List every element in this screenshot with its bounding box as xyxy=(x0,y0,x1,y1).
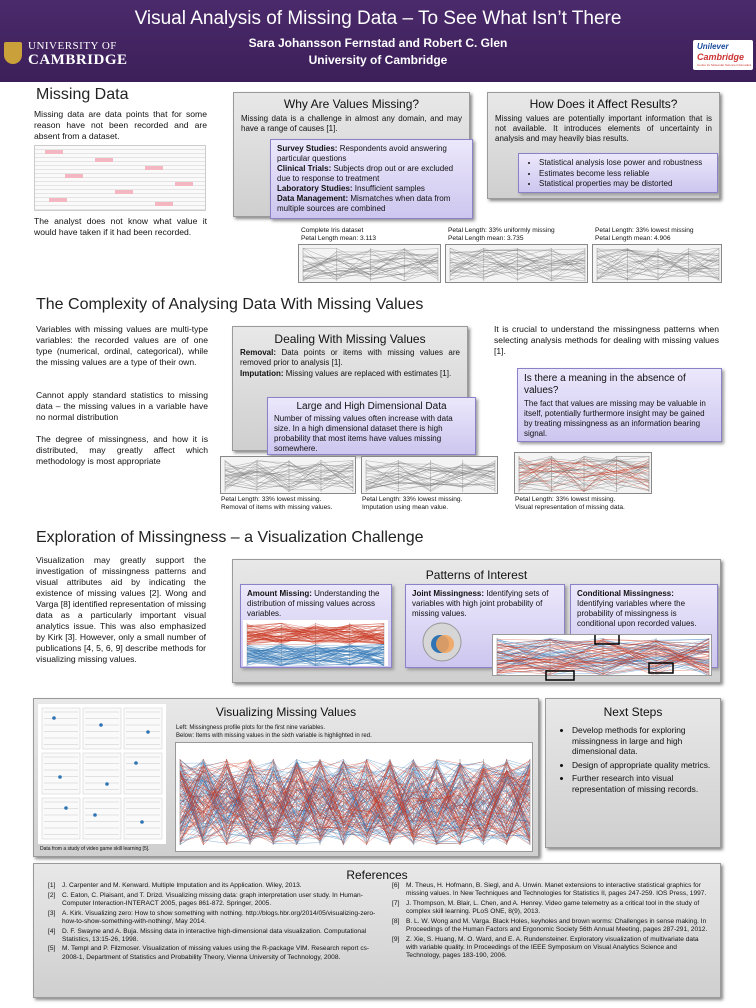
complexity-title: The Complexity of Analysing Data With Missing Values xyxy=(36,296,424,313)
iris-caption-1: Complete Iris dataset Petal Length mean: 3.113 xyxy=(301,227,377,242)
meaning-text: The fact that values are missing may be valuable in itself, potentially furthermore insight may be gained by treating missingness as an information bearing signal. xyxy=(524,399,706,438)
complexity-right-text: It is crucial to understand the missingness patterns when selecting analysis methods for dealing with missing values [1]. xyxy=(494,324,719,356)
cambridge-logo: UNIVERSITY OF CAMBRIDGE xyxy=(4,40,129,70)
dealing-imputation: Imputation: Missing values are replaced with estimates [1]. xyxy=(240,369,452,378)
dealing-title: Dealing With Missing Values xyxy=(274,332,426,346)
poster-institution: University of Cambridge xyxy=(308,53,448,67)
meaning-box xyxy=(517,368,722,442)
iris-plot-uniform xyxy=(445,244,588,283)
reference-item: [7] J. Thompson, M. Blair, L. Chen, and A. Henrey. Video game telemetry as a critical tool in the study of complex skill learning. PLoS ONE, 8(9), 2013. xyxy=(392,899,700,916)
joint-missing-venn xyxy=(418,620,466,666)
missing-data-text-2: The analyst does not know what value it would have taken if it had been recorded. xyxy=(34,216,207,237)
missing-representation-plot xyxy=(514,452,652,494)
why-missing-text: Missing data is a challenge in almost any domain, and may have a range of causes [1]. xyxy=(241,114,462,133)
references-title: References xyxy=(346,868,408,882)
reference-item: [8] B. L. W. Wong and M. Varga. Black Holes, keyholes and brown worms: Challenges in sense making. In Proceedings of the Human Factors and Ergonomic Society 56th Annual Meeting, pages 287-291, 2012. xyxy=(392,917,708,934)
imputation-caption: Petal Length: 33% lowest missing. Imputation using mean value. xyxy=(362,496,463,511)
reference-item: [4] D. F. Swayne and A. Buja. Missing data in interactive high-dimensional data visualization. Computational Statistics, 13:15-26, 1998. xyxy=(48,927,367,943)
complexity-text-3: The degree of missingness, and how it is distributed, may greatly affect which methodology is most appropriate xyxy=(36,434,208,466)
iris-caption-2: Petal Length: 33% uniformly missing Petal Length mean: 3.735 xyxy=(448,227,555,242)
representation-caption: Petal Length: 33% lowest missing. Visual representation of missing data. xyxy=(515,496,625,511)
next-steps-box xyxy=(545,698,721,848)
conditional-missing-text: Conditional Missingness: Identifying variables where the probability of missingness is conditional upon recorded values. xyxy=(577,589,697,628)
iris-plot-lowest xyxy=(592,244,722,283)
next-step-item: • Design of appropriate quality metrics. xyxy=(572,760,712,771)
poster-title: Visual Analysis of Missing Data – To See What Isn’t There xyxy=(134,8,622,29)
affect-title: How Does it Affect Results? xyxy=(529,97,678,111)
amount-missing-plot xyxy=(243,620,388,666)
reference-item: [6] M. Theus, H. Hofmann, B. Siegl, and A. Unwin. Manet extensions to interactive statistical graphics for missing values. In New Techniques and Technologies for Statistics II, pages 247-259. IOS Press, 1997. xyxy=(392,882,707,898)
cause-survey: Survey Studies: Respondents avoid answering particular questions xyxy=(277,144,447,163)
joint-missing-text: Joint Missingness: Identifying sets of variables with high joint probability of missing values. xyxy=(412,589,549,618)
affect-bullets-box xyxy=(518,153,718,193)
missing-data-table-image xyxy=(34,145,206,211)
cause-data-management: Data Management: Mismatches when data from multiple sources are combined xyxy=(277,194,451,213)
causes-box xyxy=(270,139,473,219)
parallel-coordinates-plot xyxy=(175,742,533,852)
patterns-title: Patterns of Interest xyxy=(425,568,528,582)
references-left xyxy=(48,882,378,963)
next-step-item: • Further research into visual representation of missing records. xyxy=(572,773,712,794)
reference-item: [5] M. Templ and P. Filzmoser. Visualization of missing values using the R-package VIM. Research report cs-2008-1, Department of Statistics and Probability Theory, Vienna University of Technology, 2008. xyxy=(48,945,370,961)
meaning-title: Is there a meaning in the absence of values? xyxy=(524,373,686,396)
data-source-note: Data from a study of video game skill learning [5]. xyxy=(40,846,150,852)
unilever-cambridge-logo: Unilever Cambridge Centre for Molecular Science Informatics xyxy=(693,40,753,70)
amount-missing-text: Amount Missing: Understanding the distribution of missing values across variables. xyxy=(247,589,380,618)
conditional-missing-plot xyxy=(492,634,712,676)
affect-bullet: • Statistical analysis lose power and robustness xyxy=(539,158,711,169)
conditional-highlight-box xyxy=(545,670,575,682)
reference-item: [9] Z. Xie, S. Huang, M. O. Ward, and E. A. Rundensteiner. Exploratory visualization of multivariate data with variable quality. In Proceedings of the IEEE Symposium on Visual Analytics Science and Technology, pages 183-190, 2006. xyxy=(392,935,699,960)
exploration-text: Visualization may greatly support the investigation of missingness patterns and visual attributes aid by indicating the existence of missing values [2]. Wong and Varga [8] identified representation of missing data as a particularly important visual analytics issue. This was also emphasized by Kirk [3]. However, only a small number of publications [4, 5, 6, 9] describe methods for visualizing missing values. xyxy=(36,555,206,664)
iris-plot-complete xyxy=(298,244,441,283)
next-steps-title: Next Steps xyxy=(603,705,663,719)
removal-plot xyxy=(220,456,356,494)
reference-item: [1] J. Carpenter and M. Kenward. Multiple Imputation and its Application. Wiley, 2013. xyxy=(48,882,302,889)
reference-item: [2] C. Eaton, C. Plaisant, and T. Drizd. Visualizing missing data: graph interpretation user study. In Human-Computer Interaction-INTERACT 2005, pages 861-872. Springer, 2005. xyxy=(48,891,363,907)
complexity-text-2: Cannot apply standard statistics to missing data – the missing values in a variable have no normal distribution xyxy=(36,390,208,422)
crest-icon xyxy=(4,42,22,64)
exploration-title: Exploration of Missingness – a Visualization Challenge xyxy=(36,529,424,546)
affect-text: Missing values are potentially important information that is not available. It introduces elements of uncertainty in analysis and may heavily bias results. xyxy=(495,114,712,143)
cause-clinical: Clinical Trials: Subjects drop out or are excluded due to response to treatment xyxy=(277,164,454,183)
cause-laboratory: Laboratory Studies: Insufficient samples xyxy=(277,184,425,193)
dealing-removal: Removal: Data points or items with missing values are removed prior to analysis [1]. xyxy=(240,348,460,367)
affect-bullet: • Estimates become less reliable xyxy=(539,169,711,180)
imputation-plot xyxy=(361,456,498,494)
large-data-title: Large and High Dimensional Data xyxy=(296,401,447,412)
next-step-item: • Develop methods for exploring missingness in large and high dimensional data. xyxy=(572,725,712,757)
references-right xyxy=(392,882,710,962)
poster-authors: Sara Johansson Fernstad and Robert C. Glen xyxy=(248,36,508,50)
large-data-box xyxy=(267,397,476,455)
iris-caption-3: Petal Length: 33% lowest missing Petal Length mean: 4.906 xyxy=(595,227,694,242)
visualizing-title: Visualizing Missing Values xyxy=(215,705,357,719)
missing-data-text-1: Missing data are data points that for some reason have not been recorded and are absent from a dataset. xyxy=(34,109,207,141)
why-missing-title: Why Are Values Missing? xyxy=(283,97,420,111)
reference-item: [3] A. Kirk. Visualizing zero: How to show something with nothing. http://blogs.hbr.org/2014/05/visualizing-zero-how-to-show-something-with-nothing/, May 2014. xyxy=(48,909,376,925)
missing-data-title: Missing Data xyxy=(36,86,129,103)
complexity-text-1: Variables with missing values are multi-type variables: the recorded values are of one type (numerical, ordinal, categorical), while the missing values are a type of their own. xyxy=(36,324,208,367)
visualizing-caption: Left: Missingness profile plots for the first nine variables. Below: Items with missing values in the sixth variable is highlighted in red. xyxy=(176,725,372,739)
large-data-text: Number of missing values often increase with data size. In a high dimensional dataset there is high probability that most items have values missing somewhere. xyxy=(274,414,453,453)
affect-bullet: • Statistical properties may be distorted xyxy=(539,179,711,190)
missingness-profile-plots xyxy=(38,704,166,844)
removal-caption: Petal Length: 33% lowest missing. Removal of items with missing values. xyxy=(221,496,333,511)
